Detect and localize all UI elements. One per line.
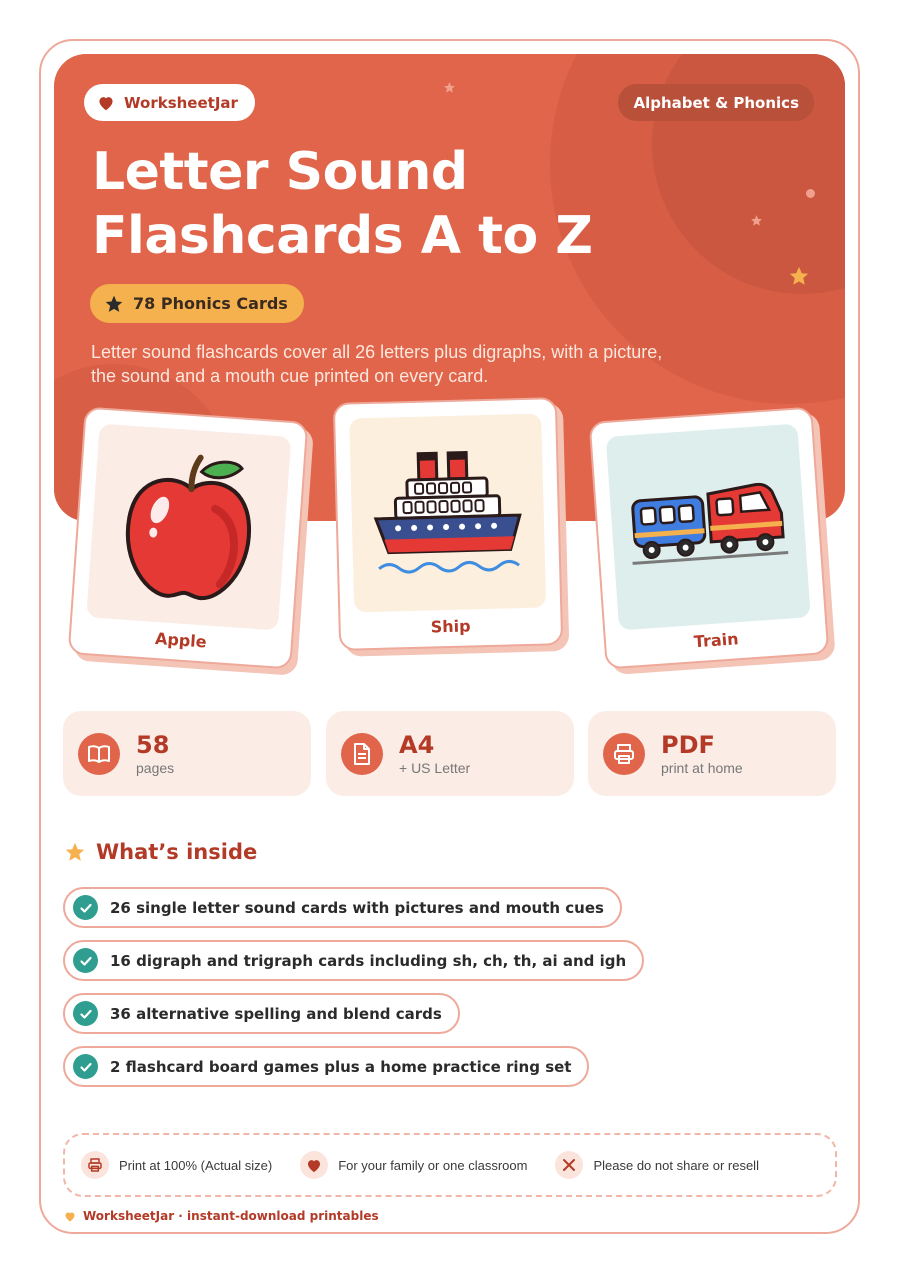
list-item: 36 alternative spelling and blend cards (63, 993, 460, 1034)
category-badge: Alphabet & Phonics (618, 84, 814, 121)
stat-value: A4 (399, 730, 435, 759)
usage-notes (63, 1133, 837, 1197)
card-label: Apple (154, 628, 208, 652)
heart-icon (64, 1211, 76, 1222)
flashcard-train (589, 406, 830, 669)
stat-value: PDF (661, 730, 715, 759)
check-icon (73, 948, 98, 973)
star-icon (104, 294, 124, 314)
document-icon (341, 733, 383, 775)
star-icon (750, 214, 763, 227)
note-print: Print at 100% (Actual size) (81, 1151, 272, 1179)
heart-icon (300, 1151, 328, 1179)
ship-illustration (349, 414, 546, 613)
brand-name: WorksheetJar (124, 93, 238, 112)
star-icon (788, 265, 810, 287)
star-icon (443, 81, 456, 94)
stat-caption: pages (136, 759, 175, 776)
list-item: 2 flashcard board games plus a home practice ring set (63, 1046, 589, 1087)
note-license: For your family or one classroom (300, 1151, 527, 1179)
apple-illustration (86, 424, 291, 631)
close-icon (555, 1151, 583, 1179)
book-icon (78, 733, 120, 775)
page-title: Letter Sound Flashcards A to Z (92, 142, 593, 266)
flashcard-apple (68, 406, 309, 669)
dot-decoration (806, 189, 815, 198)
check-icon (73, 1001, 98, 1026)
printer-icon (81, 1151, 109, 1179)
brand-badge (84, 84, 255, 121)
stat-format (588, 711, 836, 796)
stat-caption: + US Letter (399, 759, 471, 776)
description: Letter sound flashcards cover all 26 letters plus digraphs, with a picture, the sound and a mouth cue printed on every card. (91, 342, 663, 386)
stat-pages (63, 711, 311, 796)
flashcard-ship (333, 397, 563, 651)
printer-icon (603, 733, 645, 775)
card-label: Ship (430, 616, 471, 637)
list-item: 26 single letter sound cards with pictures and mouth cues (63, 887, 622, 928)
check-icon (73, 1054, 98, 1079)
note-no-share: Please do not share or resell (555, 1151, 758, 1179)
check-icon (73, 895, 98, 920)
card-count-badge: 78 Phonics Cards (90, 284, 304, 323)
section-heading: What’s inside (64, 840, 257, 864)
footer: WorksheetJar · instant-download printables (64, 1209, 379, 1223)
heart-icon (97, 95, 115, 111)
stat-paper-size (326, 711, 574, 796)
card-label: Train (693, 629, 740, 652)
star-icon (64, 841, 86, 863)
stat-value: 58 (136, 730, 170, 759)
train-illustration (606, 424, 811, 631)
list-item: 16 digraph and trigraph cards including sh, ch, th, ai and igh (63, 940, 644, 981)
stat-caption: print at home (661, 759, 743, 776)
